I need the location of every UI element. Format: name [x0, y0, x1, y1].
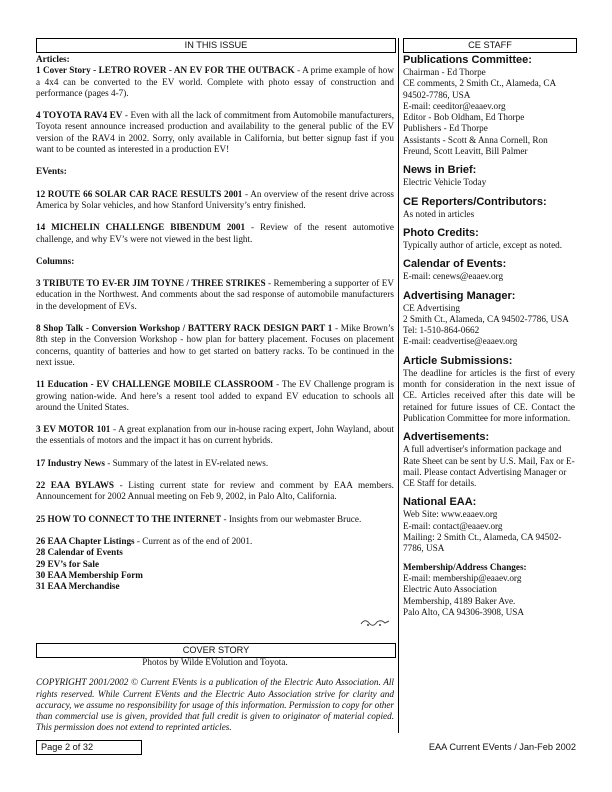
article-entry: 25 HOW TO CONNECT TO THE INTERNET - Insights from our webmaster Bruce. [36, 513, 362, 524]
ce-staff-header: CE STAFF [403, 38, 577, 53]
staff-heading: Calendar of Events: [403, 258, 507, 271]
page-footer [36, 740, 576, 753]
staff-block-news: News in Brief: Electric Vehicle Today [403, 164, 575, 188]
staff-block-calendar: Calendar of Events: E-mail: cenews@eaaev.org [403, 258, 575, 282]
cover-story-header: COVER STORY [36, 643, 396, 658]
article-entry: 12 ROUTE 66 SOLAR CAR RACE RESULTS 2001 - An overview of the resent drive across America by Solar vehicles, and how Stanford University’s entry finished. [36, 188, 394, 210]
staff-heading: CE Reporters/Contributors: [403, 195, 547, 208]
listing-entry: 26 EAA Chapter Listings - Current as of the end of 2001. [36, 535, 253, 546]
staff-heading: Advertising Manager: [403, 289, 516, 302]
article-entry: 22 EAA BYLAWS - Listing current state for review and comment by EAA members. Announcement for 2002 Annual meeting on Feb 9, 2002, in Palo Alto, California. [36, 480, 394, 502]
listing-entry: 30 EAA Membership Form [36, 569, 143, 580]
in-this-issue-header: IN THIS ISSUE [36, 38, 396, 53]
article-entry: 11 Education - EV CHALLENGE MOBILE CLASSROOM - The EV Challenge program is growing nation-wide. And here’s a resent tool added to expand EV education to schools all around the United States. [36, 379, 395, 412]
staff-block-advertising: Advertising Manager: CE Advertising 2 Smith Ct., Alameda, CA 94502-7786, USA Tel: 1-510-864-0662 E-mail: ceadvertise@eaaev.org [403, 290, 575, 348]
listing-entry: 31 EAA Merchandise [36, 581, 120, 592]
listing-entry: 29 EV’s for Sale [36, 558, 100, 569]
membership-heading: Membership/Address Changes: [403, 561, 527, 572]
contents-list [36, 54, 394, 592]
section-label: EVents: [36, 166, 67, 177]
page-number: Page 2 of 32 [36, 740, 142, 755]
staff-block-advertisements: Advertisements: A full advertiser's information package and Rate Sheet can be sent by U.S. Mail, Fax or E-mail. Please contact Advertising Manager or CE Staff for details. [403, 431, 575, 489]
article-entry: 4 TOYOTA RAV4 EV - Even with all the lack of commitment from Automobile manufacturers, Toyota resent announce increased production and availability to the general public of the EV version of the RAV4 in 2002. Sorry, only available in California, but better signup fast if you want to be counted as interested in a production EV! [36, 110, 394, 155]
section-events [36, 166, 394, 244]
article-entry: 3 EV MOTOR 101 - A great explanation from our in-house racing expert, John Wayland, about the essentials of motors and the impact it has on current hybrids. [36, 424, 394, 446]
article-entry: 3 TRIBUTE TO EV-ER JIM TOYNE / THREE STRIKES - Remembering a supporter of EV education in the Northwest. And comments about the sad response of automobile manufacturers in the development of EVs. [36, 278, 394, 311]
section-label: Columns: [36, 255, 75, 266]
article-entry: 17 Industry News - Summary of the latest in EV-related news. [36, 457, 269, 468]
staff-block-submissions: Article Submissions: The deadline for articles is the first of every month for consideration in the next issue of CE. Articles received after this date will be retained for future issues of CE. Contact the Publication Committee for more information. [403, 354, 575, 423]
cover-caption: Photos by Wilde EVolution and Toyota. [142, 657, 288, 667]
staff-heading: Publications Committee: [403, 54, 532, 66]
listing-entry: 28 Calendar of Events [36, 547, 123, 558]
staff-block-publications: Publications Committee: Chairman - Ed Thorpe CE comments, 2 Smith Ct., Alameda, CA 94502-7786, USA E-mail: ceeditor@eaaev.org Editor - Bob Oldham, Ed Thorpe Publishers - Ed Thorpe Assistants - Scott & Anna Cornell, Ron Freund, Scott Leavitt, Bill Palmer [403, 54, 575, 157]
copyright-notice: COPYRIGHT 2001/2002 © Current EVents is a publication of the Electric Auto Association. All rights reserved. While Current EVents and the Electric Auto Association strive for clarity and accuracy, we assume no responsibility for usage of this information. Permission to copy for other than commercial use is given, provided that full credit is given to originator of material copied. This permission does not extend to reprinted articles. [36, 677, 394, 733]
section-label: Articles: [36, 54, 70, 64]
issue-info: EAA Current EVents / Jan-Feb 2002 [428, 742, 576, 752]
ce-staff [403, 54, 575, 618]
article-entry: 1 Cover Story - LETRO ROVER - AN EV FOR THE OUTBACK - A prime example of how a 4x4 can be converted to the EV world. Complete with photo essay of construction and performance (pages 4-7). [36, 65, 394, 98]
staff-heading: National EAA: [403, 496, 477, 509]
section-columns [36, 256, 394, 525]
staff-heading: News in Brief: [403, 164, 477, 177]
staff-heading: Article Submissions: [403, 354, 513, 367]
cover-story [36, 657, 394, 734]
article-entry: 14 MICHELIN CHALLENGE BIBENDUM 2001 - Review of the resent automotive challenge, and why EV’s were not viewed in the best light. [36, 222, 394, 244]
article-entry: 8 Shop Talk - Conversion Workshop / BATTERY RACK DESIGN PART 1 - Mike Brown’s 8th step in the Conversion Workshop - how plan for battery placement. Focuses on placement concerns, quantity of batteries and how to get started on battery racks. To be continued in the next issue. [36, 323, 395, 367]
staff-heading: Photo Credits: [403, 226, 479, 239]
staff-heading: Advertisements: [403, 431, 490, 444]
scribble-logo-icon [360, 617, 390, 629]
section-articles [36, 54, 394, 155]
staff-block-membership: Membership/Address Changes: E-mail: membership@eaaev.org Electric Auto Association Membership, 4189 Baker Ave. Palo Alto, CA 94306-3908, USA [403, 562, 575, 618]
staff-block-reporters: CE Reporters/Contributors: As noted in articles [403, 196, 575, 220]
column-divider [398, 38, 399, 733]
staff-block-national: National EAA: Web Site: www.eaaev.org E-mail: contact@eaaev.org Mailing: 2 Smith Ct., Alameda, CA 94502-7786, USA [403, 496, 575, 554]
listings [36, 536, 394, 592]
staff-block-photo: Photo Credits: Typically author of article, except as noted. [403, 227, 575, 251]
